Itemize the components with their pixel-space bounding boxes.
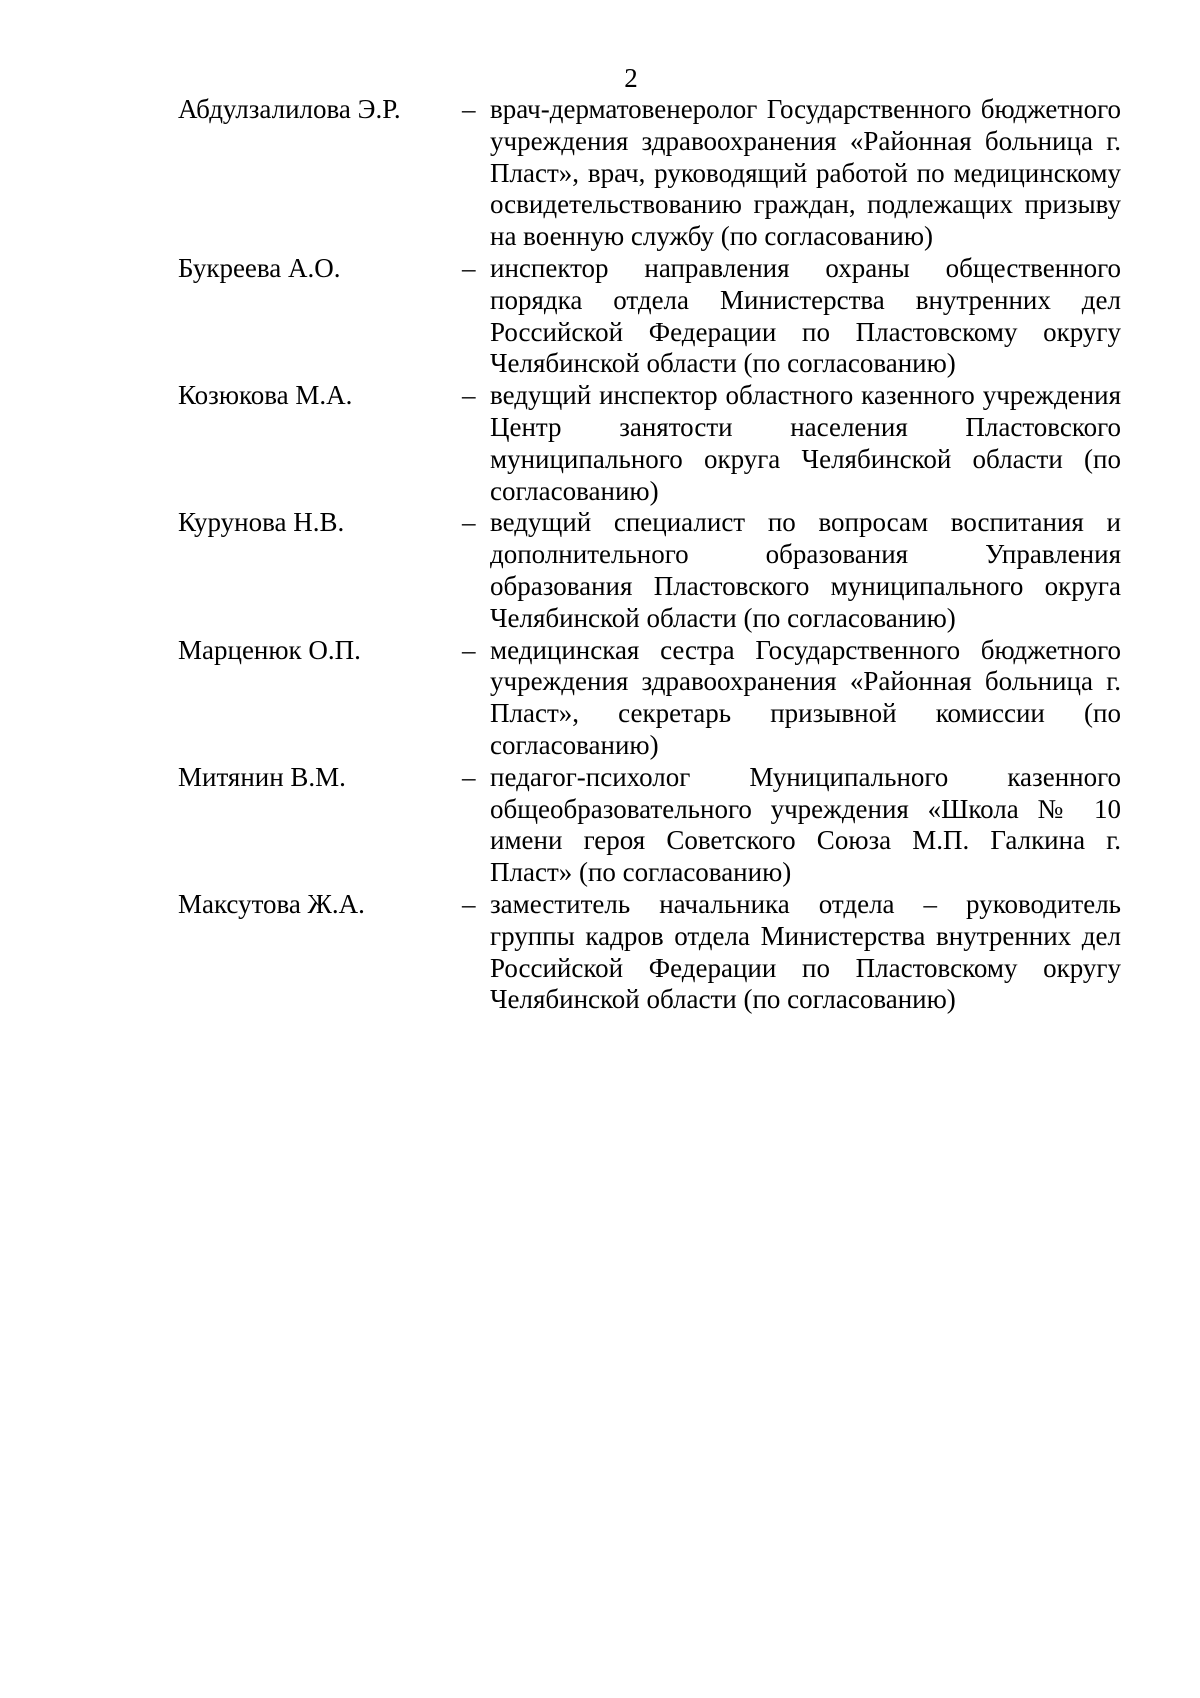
member-entry xyxy=(178,762,1128,889)
dash-separator: – xyxy=(462,888,476,919)
member-position: врач-дерматовенеролог Государственного бюджетного учреждения здравоохранения «Районная больница г. Пласт», врач, руководящий работой по медицинскому освидетельствованию граждан, подлежащих призыву на военную службу (по согласованию) xyxy=(490,94,1121,252)
commission-member-list xyxy=(178,94,1128,1016)
member-position: заместитель начальника отдела – руководитель группы кадров отдела Министерства внутренних дел Российской Федерации по Пластовскому округу Челябинской области (по согласованию) xyxy=(490,888,1121,1015)
page-number: 2 xyxy=(624,63,638,93)
member-position: медицинская сестра Государственного бюджетного учреждения здравоохранения «Районная больница г. Пласт», секретарь призывной комиссии (по согласованию) xyxy=(490,634,1121,760)
dash-separator: – xyxy=(462,634,476,665)
member-name: Козюкова М.А. xyxy=(178,380,353,411)
dash-separator: – xyxy=(462,380,476,411)
dash-separator: – xyxy=(462,507,476,538)
member-entry xyxy=(178,635,1128,762)
member-position: инспектор направления охраны общественного порядка отдела Министерства внутренних дел Российской Федерации по Пластовскому округу Челябинской области (по согласованию) xyxy=(490,252,1121,379)
member-name: Букреева А.О. xyxy=(178,252,341,283)
member-entry xyxy=(178,889,1128,1016)
member-name: Абдулзалилова Э.Р. xyxy=(178,94,401,124)
member-entry xyxy=(178,253,1128,380)
dash-separator: – xyxy=(462,94,476,124)
member-entry xyxy=(178,380,1128,507)
member-name: Митянин В.М. xyxy=(178,761,346,792)
member-entry xyxy=(178,94,1128,253)
member-name: Максутова Ж.А. xyxy=(178,888,365,919)
member-name: Марценюк О.П. xyxy=(178,634,361,665)
member-entry xyxy=(178,507,1128,634)
member-position: ведущий специалист по вопросам воспитания и дополнительного образования Управления образования Пластовского муниципального округа Челябинской области (по согласованию) xyxy=(490,507,1121,633)
member-name: Курунова Н.В. xyxy=(178,507,345,538)
dash-separator: – xyxy=(462,252,476,283)
member-position: педагог-психолог Муниципального казенного общеобразовательного учреждения «Школа № 10 имени героя Советского Союза М.П. Галкина г. Пласт» (по согласованию) xyxy=(490,761,1121,888)
dash-separator: – xyxy=(462,761,476,792)
member-position: ведущий инспектор областного казенного учреждения Центр занятости населения Пластовского муниципального округа Челябинской области (по согласованию) xyxy=(490,380,1121,506)
